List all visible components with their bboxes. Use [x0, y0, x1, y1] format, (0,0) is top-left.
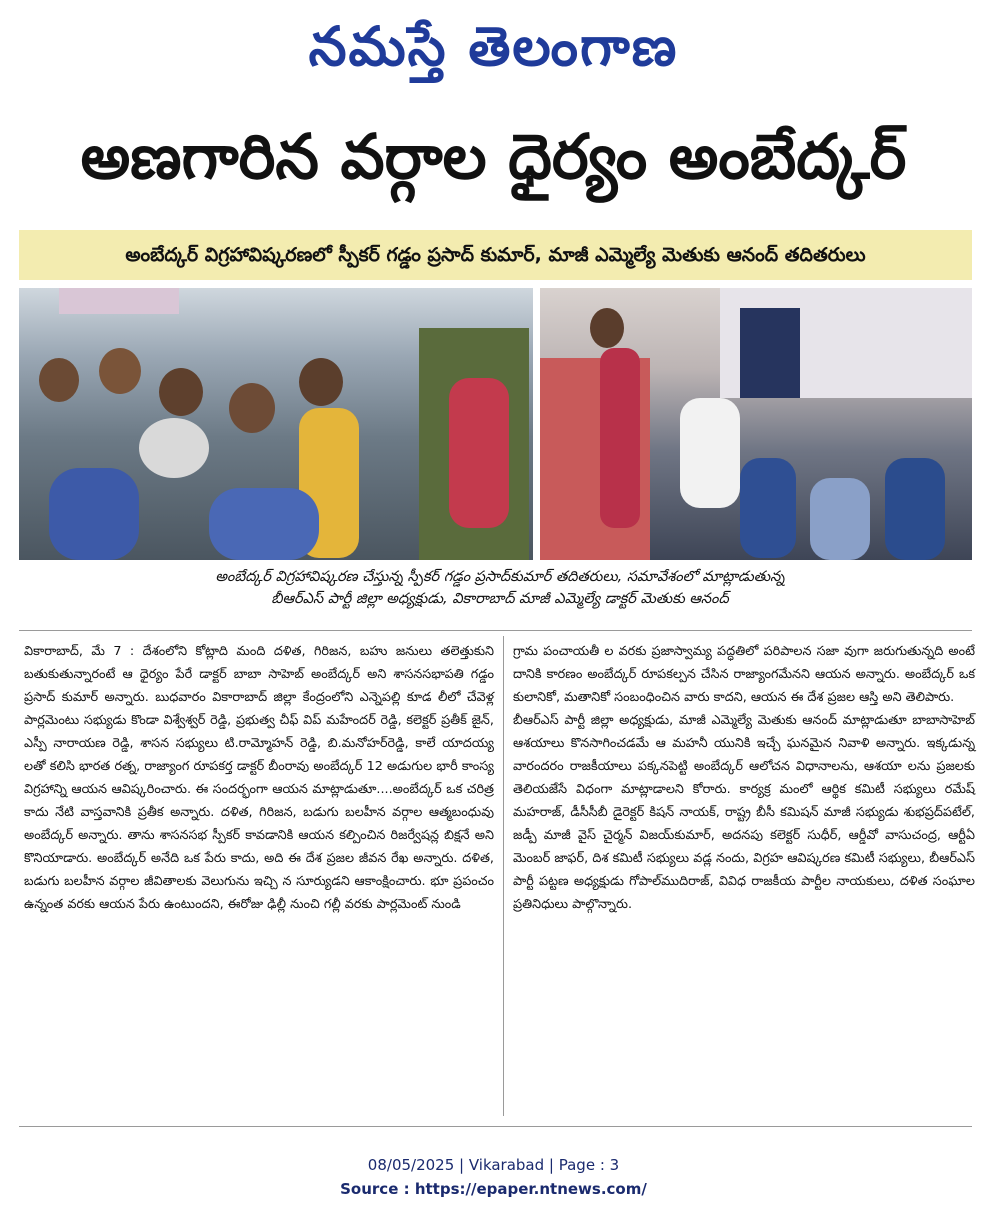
photo-person: [229, 383, 275, 433]
photo-person-blue: [209, 488, 319, 560]
photo-person: [159, 368, 203, 416]
photo-caption: [100, 566, 900, 610]
masthead-title: నమస్తే తెలంగాణ: [308, 14, 679, 78]
photo-person-white: [680, 398, 740, 508]
photo-banner: [59, 288, 179, 314]
photo-person: [99, 348, 141, 394]
subheadline: అంబేద్కర్ విగ్రహావిష్కరణలో స్పీకర్ గడ్డం ప్రసాద్ కుమార్, మాజీ ఎమ్మెల్యే మెతుకు ఆనంద్ తదితరులు: [125, 244, 866, 266]
footer-date-line: 08/05/2025 | Vikarabad | Page : 3: [367, 1156, 620, 1174]
caption-line-1: అంబేద్కర్ విగ్రహావిష్కరణ చేస్తున్న స్పీకర్ గడ్డం ప్రసాద్‌కుమార్ తదితరులు, సమావేశంలో మాట్లాడుతున్న: [215, 569, 785, 585]
photo-person-blue: [49, 468, 139, 560]
footer-source-link[interactable]: Source : https://epaper.ntnews.com/: [340, 1180, 647, 1198]
photo-speaker: [590, 308, 624, 348]
article-paragraph: వికారాబాద్, మే 7 : దేశంలోని కోట్లాది మంది దళిత, గిరిజన, బహు జనులు తలెత్తుకుని బతుకుతున్నారంటే ఆ ధైర్యం పేరే డాక్టర్ బాబా సాహెబ్ అంబేద్కర్ అని శాసనసభాపతి గడ్డం ప్రసాద్ కుమార్ అన్నారు. బుధవారం వికారాబాద్ జిల్లా కేంద్రంలోని ఎన్నెపల్లి కూడ లీలో చేవెళ్ల పార్లమెంటు సభ్యుడు కొండా విశ్వేశ్వర్ రెడ్డి, ప్రభుత్వ చీఫ్ విప్ మహేందర్ రెడ్డి, కలెక్టర్ ప్రతీక్ జైన్, ఎస్పీ నారాయణ రెడ్డి, శాసన సభ్యులు టి.రామ్మోహన్ రెడ్డి, బి.మనోహర్‌రెడ్డి, కాలే యాదయ్య లతో కలిసి భారత రత్న, రాజ్యాంగ రూపకర్త డాక్టర్ బీంరావు అంబేద్కర్ 12 అడుగుల భారీ కాంస్య విగ్రహాన్ని ఆయన ఆవిష్కరించారు. ఈ సందర్భంగా ఆయన మాట్లాడుతూ....అంబేద్కర్ ఒక చరిత్ర కాదు నేటి వాస్తవానికి ప్రతీక అన్నారు. దళిత, గిరిజన, బడుగు బలహీన వర్గాల ఆత్మబంధువు అంబేద్కర్ అన్నారు. తాను శాసనసభ స్పీకర్ కావడానికి ఆయన కల్పించిన రిజర్వేషన్ల బిక్షనే అని కొనియాడారు. అంబేద్కర్ అనేది ఒక పేరు కాదు, అది ఈ దేశ ప్రజల జీవన రేఖ అన్నారు. దళిత, బడుగు బలహీన వర్గాల జీవితాలకు వెలుగును ఇచ్చి న సూర్యుడని ఆకాంక్షించారు. భూ ప్రపంచం ఉన్నంత వరకు ఆయన పేరు ఉంటుందని, ఈరోజు ఢిల్లీ నుంచి గల్లీ వరకు పార్లమెంట్ నుండి: [24, 644, 494, 912]
caption-line-2: బీఆర్ఎస్ పార్టీ జిల్లా అధ్యక్షుడు, వికారాబాద్ మాజీ ఎమ్మెల్యే డాక్టర్ మెతుకు ఆనంద్: [271, 591, 729, 607]
photo-garland-flowers: [449, 378, 509, 528]
article-column-right: [513, 640, 975, 916]
photo-person: [299, 358, 343, 406]
photo-portrait: [740, 308, 800, 398]
divider-top: [19, 630, 972, 631]
headline: అణగారిన వర్గాల ధైర్యం అంబేద్కర్: [80, 120, 907, 193]
photo-meeting-speech: [540, 288, 972, 560]
photo-person-blue: [885, 458, 945, 560]
column-divider: [503, 636, 504, 1116]
divider-bottom: [19, 1126, 972, 1127]
photo-person: [810, 478, 870, 560]
photo-statue-unveiling: [19, 288, 533, 560]
photo-person: [39, 358, 79, 402]
article-column-left: [24, 640, 494, 916]
article-paragraph: బీఆర్ఎస్ పార్టీ జిల్లా అధ్యక్షుడు, మాజీ ఎమ్మెల్యే మెతుకు ఆనంద్ మాట్లాడుతూ బాబాసాహెబ్ ఆశయాలు కొనసాగించడమే ఆ మహనీ యునికి ఇచ్చే ఘనమైన నివాళి అన్నారు. ఇక్కడున్న వారందరం రాజకీయాలు పక్కనపెట్టి అంబేద్కర్ ఆలోచన విధానాలను, ఆశయా లను ప్రజలకు తెలియజేసే విధంగా మాట్లాడాలని కోరారు. కార్యక్ర మంలో ఆర్థిక కమిటీ సభ్యులు రమేష్ మహరాజ్, డీసీసీబీ డైరెక్టర్ కిషన్ నాయక్, రాష్ట్ర బీసీ కమిషన్ మాజీ సభ్యుడు శుభప్రద్‌పటేల్, జడ్పీ మాజీ వైస్ చైర్మన్ విజయ్‌కుమార్, అదనపు కలెక్టర్ సుధీర్, ఆర్డీవో వాసుచంద్ర, ఆర్టీఏ మెంబర్ జాఫర్, దిశ కమిటీ సభ్యులు వడ్ల నందు, విగ్రహ ఆవిష్కరణ కమిటీ సభ్యులు, బీఆర్ఎస్ పార్టీ పట్టణ అధ్యక్షుడు గోపాల్‌ముదిరాజ్, వివిధ రాజకీయ పార్టీల నాయకులు, దళిత సంఘాల ప్రతినిధులు పాల్గొన్నారు.: [513, 713, 975, 912]
photo-cap-person: [139, 418, 209, 478]
article-paragraph: గ్రామ పంచాయతీ ల వరకు ప్రజాస్వామ్య పద్ధతిలో పరిపాలన సజా వుగా జరుగుతున్నది అంటే దానికి కారణం అంబేద్కర్ రూపకల్పన చేసిన రాజ్యాంగమేనని ఆయన అన్నారు. అంబేద్కర్ ఒక కులానికో, మతానికో సంబంధించిన వారు కాదని, ఆయన ఈ దేశ ప్రజల ఆస్తి అని తెలిపారు.: [513, 644, 975, 705]
photo-podium-garland: [600, 348, 640, 528]
photo-person-blue: [740, 458, 796, 558]
